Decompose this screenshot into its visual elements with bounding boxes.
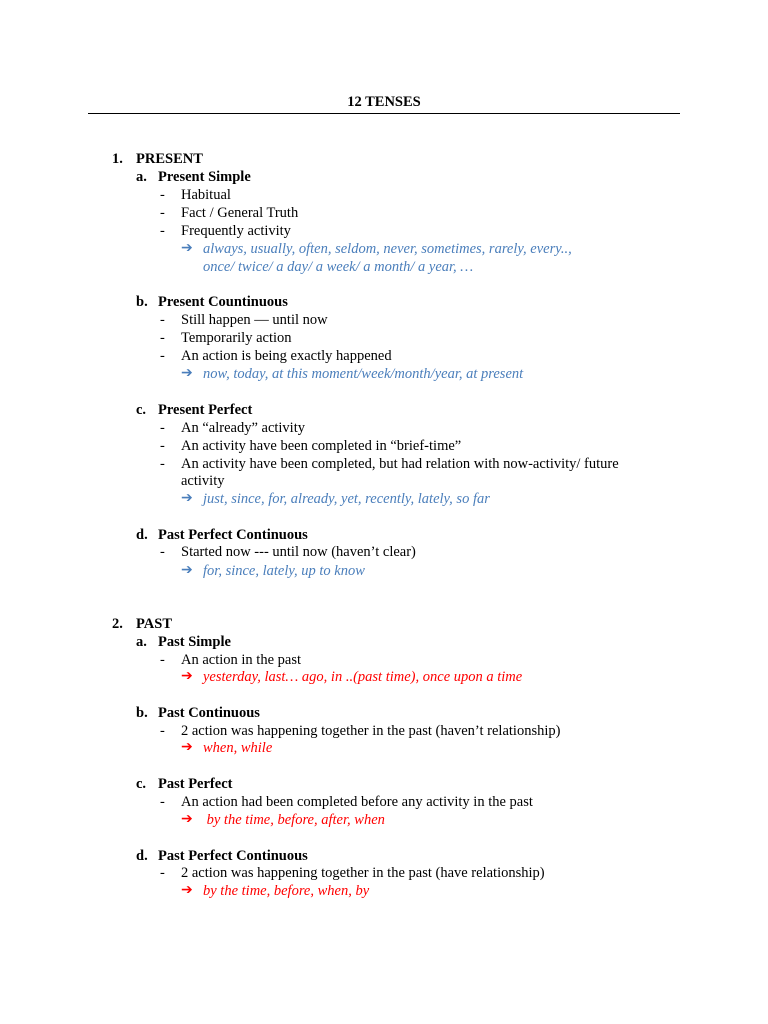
section-label: PAST xyxy=(136,616,172,632)
item-text: An activity have been completed in “brief-time” xyxy=(181,438,462,454)
item-text: Habitual xyxy=(181,187,231,203)
section-number: 1. xyxy=(112,151,123,167)
subsection-letter: a. xyxy=(136,634,147,650)
item-text: Frequently activity xyxy=(181,223,291,239)
right-arrow-icon: ➔ xyxy=(181,366,193,381)
title-underline xyxy=(88,113,680,114)
subsection-heading: Past Perfect Continuous xyxy=(158,527,308,543)
item-text: An activity have been completed, but had relation with now-activity/ future xyxy=(181,456,619,472)
bullet-dash: - xyxy=(160,330,165,346)
bullet-dash: - xyxy=(160,652,165,668)
item-text: Still happen — until now xyxy=(181,312,328,328)
right-arrow-icon: ➔ xyxy=(181,883,193,898)
subsection-letter: b. xyxy=(136,705,148,721)
signal-words-text: for, since, lately, up to know xyxy=(203,563,365,579)
section-number: 2. xyxy=(112,616,123,632)
bullet-dash: - xyxy=(160,723,165,739)
signal-words-text: always, usually, often, seldom, never, sometimes, rarely, every.., xyxy=(203,241,572,257)
subsection-letter: c. xyxy=(136,776,147,792)
item-text: An action in the past xyxy=(181,652,302,668)
subsection-heading: Present Perfect xyxy=(158,402,253,418)
signal-words-text: just, since, for, already, yet, recently, lately, so far xyxy=(203,491,490,507)
item-text: An action had been completed before any activity in the past xyxy=(181,794,533,810)
bullet-dash: - xyxy=(160,205,165,221)
bullet-dash: - xyxy=(160,438,165,454)
subsection-letter: c. xyxy=(136,402,147,418)
item-text: An action is being exactly happened xyxy=(181,348,392,364)
subsection-heading: Past Simple xyxy=(158,634,231,650)
subsection-letter: d. xyxy=(136,527,148,543)
subsection-letter: b. xyxy=(136,294,148,310)
right-arrow-icon: ➔ xyxy=(181,491,193,506)
page-title: 12 TENSES xyxy=(347,94,421,110)
bullet-dash: - xyxy=(160,865,165,881)
bullet-dash: - xyxy=(160,348,165,364)
subsection-heading: Present Countinuous xyxy=(158,294,288,310)
bullet-dash: - xyxy=(160,312,165,328)
signal-words-text: by the time, before, after, when xyxy=(203,812,385,828)
right-arrow-icon: ➔ xyxy=(181,563,193,578)
item-text: activity xyxy=(181,473,225,489)
item-text: Fact / General Truth xyxy=(181,205,299,221)
subsection-letter: d. xyxy=(136,848,148,864)
right-arrow-icon: ➔ xyxy=(181,812,193,827)
bullet-dash: - xyxy=(160,420,165,436)
signal-words-text: yesterday, last… ago, in ..(past time), once upon a time xyxy=(203,669,523,685)
signal-words-text: now, today, at this moment/week/month/year, at present xyxy=(203,366,524,382)
item-text: 2 action was happening together in the past (have relationship) xyxy=(181,865,545,881)
subsection-heading: Past Perfect xyxy=(158,776,233,792)
right-arrow-icon: ➔ xyxy=(181,740,193,755)
subsection-heading: Past Continuous xyxy=(158,705,260,721)
bullet-dash: - xyxy=(160,223,165,239)
item-text: An “already” activity xyxy=(181,420,305,436)
signal-words-text: by the time, before, when, by xyxy=(203,883,370,899)
bullet-dash: - xyxy=(160,794,165,810)
bullet-dash: - xyxy=(160,187,165,203)
item-text: Started now --- until now (haven’t clear) xyxy=(181,544,416,560)
right-arrow-icon: ➔ xyxy=(181,669,193,684)
subsection-heading: Past Perfect Continuous xyxy=(158,848,308,864)
bullet-dash: - xyxy=(160,456,165,472)
subsection-letter: a. xyxy=(136,169,147,185)
right-arrow-icon: ➔ xyxy=(181,241,193,256)
section-label: PRESENT xyxy=(136,151,203,167)
signal-words-text: once/ twice/ a day/ a week/ a month/ a year, … xyxy=(203,259,474,275)
subsection-heading: Present Simple xyxy=(158,169,251,185)
item-text: 2 action was happening together in the past (haven’t relationship) xyxy=(181,723,561,739)
bullet-dash: - xyxy=(160,544,165,560)
item-text: Temporarily action xyxy=(181,330,292,346)
signal-words-text: when, while xyxy=(203,740,273,756)
